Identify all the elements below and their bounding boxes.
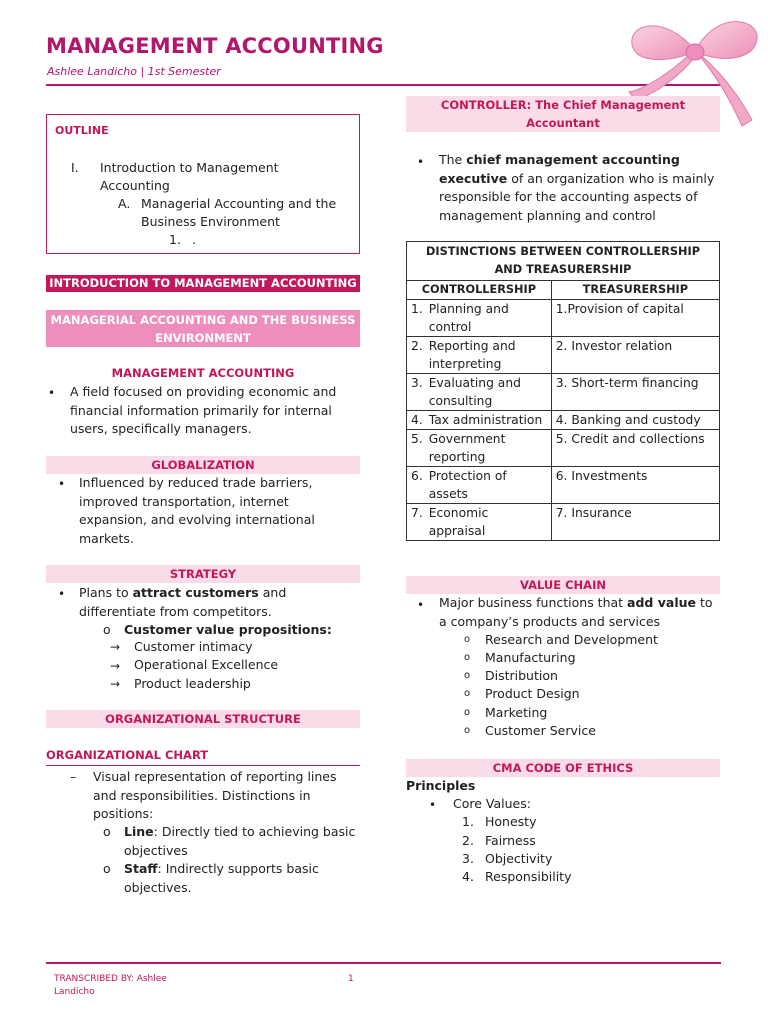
footer-transcribed-by: TRANSCRIBED BY: Ashlee Landicho [54, 974, 167, 997]
cvp-label: Customer value propositions: [124, 622, 332, 637]
value-chain-item: Research and Development [485, 632, 658, 647]
dash-bullet-icon: – [70, 769, 77, 784]
value-chain-item: Marketing [485, 705, 548, 720]
table-row: 1. Planning and control 1.Provision of capital [407, 300, 720, 337]
outline-title: OUTLINE [55, 124, 109, 137]
footer-divider [46, 962, 721, 964]
arrow-right-icon: → [110, 640, 121, 654]
core-value-number: 1. [462, 814, 474, 829]
bullet-icon: • [58, 587, 66, 601]
table-col-controllership: CONTROLLERSHIP [407, 281, 552, 300]
outline-item: Introduction to Management Accounting [100, 160, 279, 193]
bullet-icon: • [417, 598, 425, 612]
table-title: DISTINCTIONS BETWEEN CONTROLLERSHIP AND TREASURERSHIP [407, 242, 720, 281]
bullet-icon: • [417, 155, 425, 169]
circle-bullet-icon: o [464, 688, 471, 699]
cvp-item: Customer intimacy [134, 639, 253, 654]
value-chain-item: Manufacturing [485, 650, 576, 665]
value-chain-item: Product Design [485, 686, 580, 701]
org-chart-underline [46, 765, 360, 766]
table-col-treasurership: TREASURERSHIP [551, 281, 719, 300]
core-value: Responsibility [485, 869, 572, 884]
management-accounting-text: A field focused on providing economic and financial information primarily for internal users, specifically managers. [70, 384, 337, 436]
outline-marker: I. [71, 160, 79, 175]
circle-bullet-icon: o [103, 622, 111, 637]
cvp-item: Product leadership [134, 676, 251, 691]
staff-position-text: Staff: Indirectly supports basic objectives. [124, 861, 319, 895]
outline-marker: A. [118, 196, 131, 211]
table-row: 5. Government reporting 5. Credit and collections [407, 430, 720, 467]
outline-marker: 1. [169, 232, 181, 247]
core-value: Fairness [485, 833, 536, 848]
bullet-icon: • [58, 477, 66, 491]
table-row: 7. Economic appraisal 7. Insurance [407, 504, 720, 541]
document-title: MANAGEMENT ACCOUNTING [46, 34, 384, 58]
document-subtitle: Ashlee Landicho | 1st Semester [47, 65, 221, 78]
circle-bullet-icon: o [464, 707, 471, 718]
outline-box [46, 114, 360, 254]
value-chain-item: Customer Service [485, 723, 596, 738]
circle-bullet-icon: o [464, 652, 471, 663]
cma-ethics-header: CMA CODE OF ETHICS [406, 759, 720, 777]
bullet-icon: • [429, 798, 437, 812]
org-structure-header: ORGANIZATIONAL STRUCTURE [46, 710, 360, 728]
circle-bullet-icon: o [464, 725, 471, 736]
table-row: 4. Tax administration 4. Banking and custody [407, 411, 720, 430]
outline-item: Managerial Accounting and the Business Environment [141, 196, 337, 229]
value-chain-item: Distribution [485, 668, 558, 683]
value-chain-header: VALUE CHAIN [406, 576, 720, 594]
cvp-item: Operational Excellence [134, 657, 279, 672]
strategy-text: Plans to attract customers and differentiate from competitors. [79, 585, 287, 619]
core-values-label: Core Values: [453, 796, 531, 811]
principles-label: Principles [406, 778, 476, 793]
controller-header: CONTROLLER: The Chief Management Accountant [406, 96, 720, 132]
line-position-text: Line: Directly tied to achieving basic objectives [124, 824, 356, 858]
table-title-row [407, 242, 720, 281]
circle-bullet-icon: o [464, 634, 471, 645]
table-row: 2. Reporting and interpreting 2. Investor relation [407, 337, 720, 374]
page-number: 1 [348, 974, 354, 984]
globalization-text: Influenced by reduced trade barriers, improved transportation, internet expansion, and evolving international markets. [79, 475, 315, 546]
org-chart-text: Visual representation of reporting lines and responsibilities. Distinctions in positions: [93, 769, 337, 821]
header-divider [46, 84, 721, 86]
arrow-right-icon: → [110, 677, 121, 691]
circle-bullet-icon: o [103, 861, 111, 876]
arrow-right-icon: → [110, 659, 121, 673]
managerial-section-header: MANAGERIAL ACCOUNTING AND THE BUSINESS ENVIRONMENT [46, 310, 360, 347]
table-row: 6. Protection of assets 6. Investments [407, 467, 720, 504]
table-row: 3. Evaluating and consulting 3. Short-term financing [407, 374, 720, 411]
globalization-header: GLOBALIZATION [46, 456, 360, 474]
distinctions-table [406, 241, 720, 541]
core-value: Objectivity [485, 851, 553, 866]
value-chain-text: Major business functions that add value to a company’s products and services [439, 595, 713, 629]
strategy-header: STRATEGY [46, 565, 360, 583]
core-value: Honesty [485, 814, 537, 829]
core-value-number: 2. [462, 833, 474, 848]
core-value-number: 3. [462, 851, 474, 866]
bullet-icon: • [48, 386, 56, 400]
controller-text: The chief management accounting executive of an organization who is mainly responsible for the accounting aspects of management planning and control [439, 152, 715, 223]
core-value-number: 4. [462, 869, 474, 884]
outline-item: . [192, 232, 196, 247]
org-chart-heading: ORGANIZATIONAL CHART [46, 748, 209, 762]
table-header-row [407, 281, 720, 300]
circle-bullet-icon: o [464, 670, 471, 681]
circle-bullet-icon: o [103, 824, 111, 839]
management-accounting-heading: MANAGEMENT ACCOUNTING [111, 366, 295, 380]
intro-section-header: INTRODUCTION TO MANAGEMENT ACCOUNTING [46, 275, 360, 292]
